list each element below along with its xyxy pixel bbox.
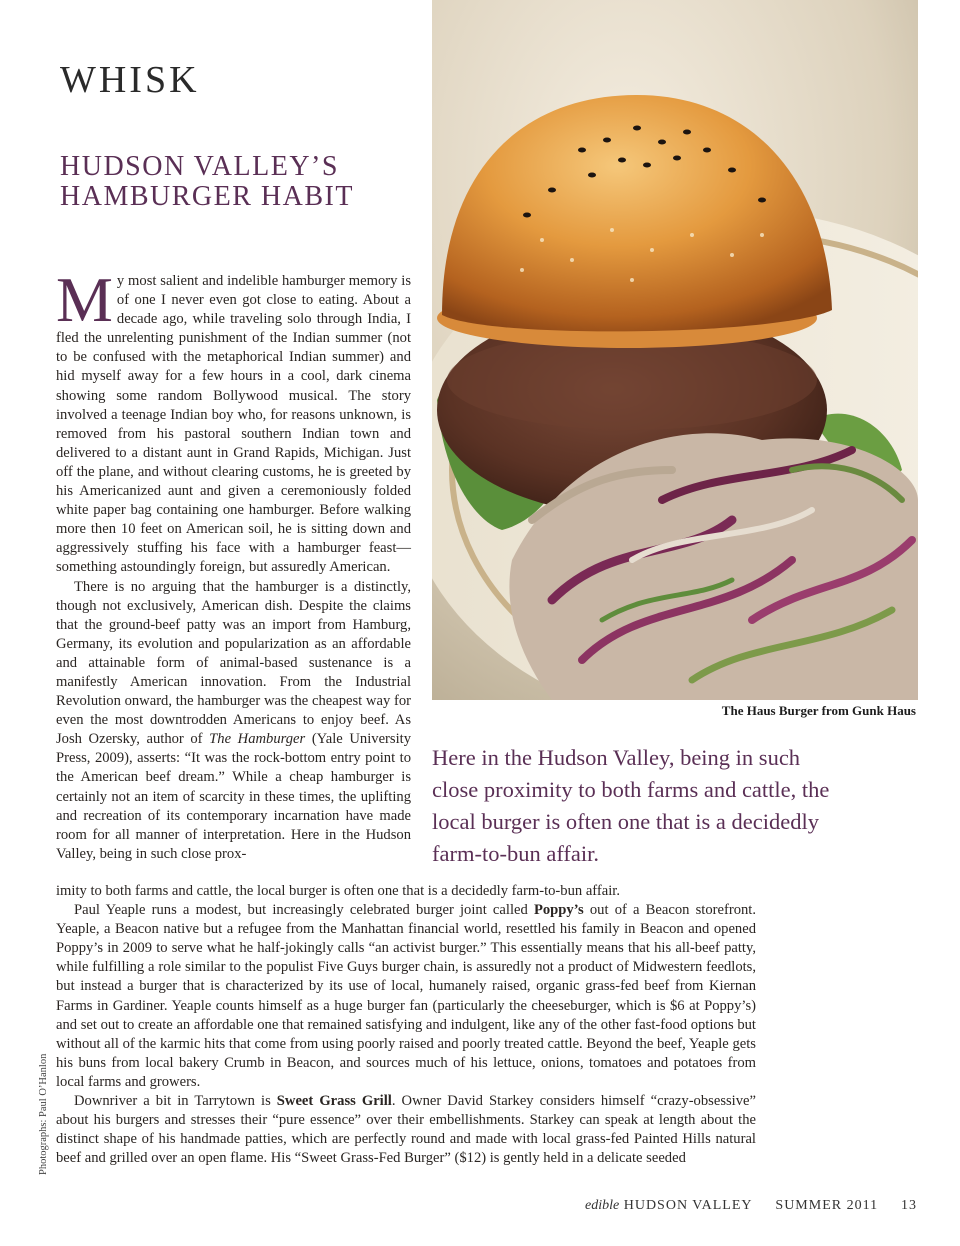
photo-caption: The Haus Burger from Gunk Haus xyxy=(721,703,916,718)
photo-credit: Photographs: Paul O’Hanlon xyxy=(38,1053,49,1175)
paragraph-4: Downriver a bit in Tarrytown is Sweet Grass Grill. Owner David Starkey considers himself “crazy-obsessive” about his burgers and stresses their “pure essence” over their embellishments. Starkey can speak at length about the distinct shape of his handmade patties, which are perfectly round and made with local grass-fed Painted Hills natural beef and grilled over an open flame. His “Sweet Grass-Fed Burger” ($12) is gently held in a delicate seeded xyxy=(56,1093,756,1167)
article-headline: HUDSON VALLEY’S HAMBURGER HABIT xyxy=(60,151,354,212)
article-wide-text xyxy=(56,882,756,1168)
restaurant-name-sweet-grass: Sweet Grass Grill xyxy=(276,1093,392,1110)
issue-date: SUMMER 2011 xyxy=(775,1198,879,1213)
section-label: WHISK xyxy=(60,59,200,101)
paragraph-3: Paul Yeaple runs a modest, but increasingly celebrated burger joint called Poppy’s out of a Beacon storefront. Yeaple, a Beacon native but a refugee from the Manhattan financial world, resettled his family in Beacon and opened Poppy’s in 2009 to serve what he half-jokingly calls “an activist burger.” This essentially means that his all-beef patty, while fulfilling a role similar to the populist Five Guys burger chain, is assuredly not a product of Midwestern feedlots, but instead a burger that is characterized by its use of local, humanely raised, organic grass-fed beef from Kiernan Farms in Gardiner. Yeaple counts himself as a huge burger fan (particularly the cheeseburger, which is $6 at Poppy’s) and set out to create an affordable one that remained satisfying and indulgent, like any of the other fast-food options but without all of the karmic hits that come from using poorly raised and poorly treated cattle. Beyond the beef, Yeaple gets his buns from local bakery Crumb in Beacon, and sources much of his lettuce, onions, tomatoes and potatoes from local farms and growers. xyxy=(56,902,757,1090)
restaurant-name-poppys: Poppy’s xyxy=(533,902,584,919)
page-number: 13 xyxy=(900,1198,917,1213)
burger-photo xyxy=(432,0,918,700)
page-footer xyxy=(585,1198,917,1214)
pull-quote: Here in the Hudson Valley, being in such close proximity to both farms and cattle, the local burger is often one that is a decidedly farm-to-bun affair. xyxy=(432,745,830,866)
article-column xyxy=(56,264,411,864)
paragraph-1-text: y most salient and indelible hamburger memory is of one I never even got close to eating. About a decade ago, while traveling solo through India, I fled the unrelenting punishment of the Indian summer (not to be confused with the metaphorical Indian summer) and hid myself away for a few hours in a cool, dark cinema showing some random Bollywood musical. The story involved a teenage Indian boy who, for reasons unknown, is removed from his pastoral southern Indian town and delivered to a distant aunt in Grand Rapids, Michigan. Just off the plane, and without clearing customs, he is greeted by his Americanized aunt and given a ceremoniously folded white paper bag containing one hamburger. Before walking more then 10 feet on American soil, he is sitting down and aggressively stuffing his face with a hamburger feast—something astoundingly foreign, but assuredly American. xyxy=(56,273,411,576)
publication-name: edible HUDSON VALLEY xyxy=(585,1198,753,1213)
book-title: The Hamburger xyxy=(209,731,306,748)
paragraph-1 xyxy=(56,264,411,578)
drop-cap: M xyxy=(56,264,113,335)
paragraph-2: There is no arguing that the hamburger is a distinctly, though not exclusively, American dish. Despite the claims that the ground-beef patty was an import from Hamburg, Germany, its evolution and popularization as an affordable and attainable form of animal-based sustenance is a manifestly American innovation. From the Industrial Revolution onward, the hamburger was the cheapest way for even the most downtrodden Americans to enjoy beef. As Josh Ozersky, author of The Hamburger (Yale University Press, 2009), asserts: “It was the rock-bottom entry point to the American beef dream.” While a cheap hamburger is certainly not an item of scarcity in these times, the uplifting and recreation of its contemporary incarnation have made room for all manner of interpretation. Here in the Hudson Valley, being in such close prox- xyxy=(56,578,411,862)
paragraph-2-continued: imity to both farms and cattle, the local burger is often one that is a decidedly farm-to-bun affair. xyxy=(56,883,620,899)
